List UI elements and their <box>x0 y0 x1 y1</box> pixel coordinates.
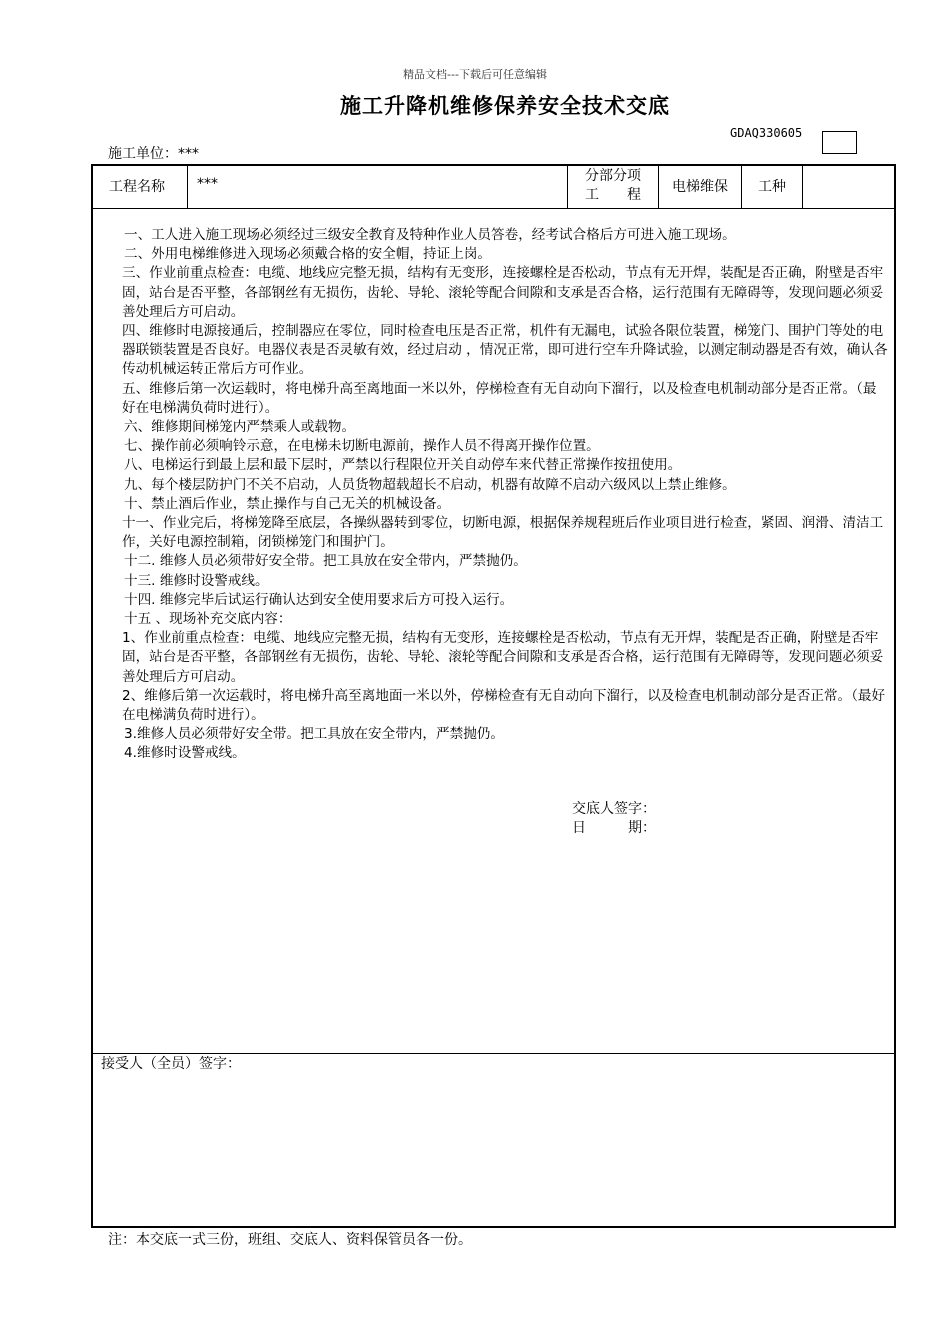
sub-project-label-line2: 工 程 <box>585 187 641 203</box>
content-item: 十五 、现场补充交底内容： <box>124 611 292 628</box>
sub-project-label-line1: 分部分项 <box>585 168 641 184</box>
content-item: 十四. 维修完毕后试运行确认达到安全使用要求后方可投入运行。 <box>124 591 514 608</box>
content-item: 四、维修时电源接通后，控制器应在零位，同时检查电压是否正常，机件有无漏电，试验各限位装置，梯笼门、围护门等处的电器联锁装置是否良好。电器仪表是否灵敏有效，经过启动 ，情况正常，即可进行空车升降试验，以测定制动器是否有效，确认各传动机械运转正常后方可作业。 <box>122 323 888 378</box>
document-code: GDAQ330605 <box>730 126 803 140</box>
content-item: 九、每个楼层防护门不关不启动，人员货物超载超长不启动，机器有故障不启动六级风以上禁止维修。 <box>124 476 736 493</box>
content-item: 七、操作前必须响铃示意，在电梯未切断电源前，操作人员不得离开操作位置。 <box>124 438 600 455</box>
content-item: 十一、作业完后，将梯笼降至底层，各操纵器转到零位，切断电源，根据保养规程班后作业项目进行检查，紧固、润滑、清洁工作，关好电源控制箱，闭锁梯笼门和围护门。 <box>122 515 884 551</box>
content-item: 五、维修后第一次运载时，将电梯升高至离地面一米以外，停梯检查有无自动向下溜行，以及检查电机制动部分是否正常。（最好在电梯满负荷时进行）。 <box>122 380 877 416</box>
project-name-label: 工程名称 <box>109 179 165 195</box>
content-item: 二、外用电梯维修进入现场必须戴合格的安全帽，持证上岗。 <box>124 246 492 263</box>
content-item: 十二. 维修人员必须带好安全带。把工具放在安全带内，严禁抛仍。 <box>124 553 527 570</box>
content-item: 4.维修时设警戒线。 <box>124 745 246 762</box>
project-name-value: *** <box>197 176 218 192</box>
content-item: 2、维修后第一次运载时，将电梯升高至离地面一米以外，停梯检查有无自动向下溜行，以及检查电机制动部分是否正常。（最好在电梯满负荷时进行）。 <box>122 687 886 724</box>
content-item: 八、电梯运行到最上层和最下层时，严禁以行程限位开关自动停车来代替正常操作按扭使用。 <box>124 457 682 474</box>
sub-project-label <box>569 167 657 205</box>
trade-label: 工种 <box>758 179 786 195</box>
signature-block <box>572 800 656 838</box>
disclosure-content <box>124 226 889 764</box>
receiver-signature-label: 接受人（全员）签字： <box>101 1056 241 1072</box>
content-item: 3.维修人员必须带好安全带。把工具放在安全带内，严禁抛仍。 <box>124 726 504 743</box>
construction-unit: 施工单位：*** <box>108 146 199 162</box>
date-label: 日 期： <box>572 820 656 836</box>
col-divider <box>187 166 188 208</box>
header-row-divider <box>93 208 894 209</box>
content-item: 六、维修期间梯笼内严禁乘人或载物。 <box>124 419 356 436</box>
content-item: 十、禁止酒后作业，禁止操作与自己无关的机械设备。 <box>124 495 451 512</box>
sub-project-value: 电梯维保 <box>672 179 728 195</box>
col-divider <box>567 166 568 208</box>
col-divider <box>802 166 803 208</box>
content-item: 一、工人进入施工现场必须经过三级安全教育及特种作业人员答卷，经考试合格后方可进入施工现场。 <box>124 227 736 243</box>
watermark-text: 精品文档---下载后可任意编辑 <box>403 68 547 81</box>
document-title: 施工升降机维修保养安全技术交底 <box>340 94 670 118</box>
content-item: 1、作业前重点检查：电缆、地线应完整无损，结构有无变形，连接螺栓是否松动，节点有无开焊，装配是否正确，附壁是否牢固，站台是否平整，各部钢丝有无损伤，齿轮、导轮、滚轮等配合间隙和支承是否合格，运行范围有无障碍等，发现问题必须妥善处理后方可启动。 <box>122 630 884 685</box>
content-item: 十三. 维修时设警戒线。 <box>124 572 269 589</box>
code-box <box>822 131 857 154</box>
discloser-signature-label: 交底人签字： <box>572 801 656 817</box>
content-item: 三、作业前重点检查：电缆、地线应完整无损，结构有无变形，连接螺栓是否松动，节点有无开焊，装配是否正确，附壁是否牢固，站台是否平整，各部钢丝有无损伤，齿轮、导轮、滚轮等配合间隙和支承是否合格，运行范围有无障碍等，发现问题必须妥善处理后方可启动。 <box>122 265 884 320</box>
footer-note: 注：本交底一式三份，班组、交底人、资料保管员各一份。 <box>108 1232 472 1248</box>
